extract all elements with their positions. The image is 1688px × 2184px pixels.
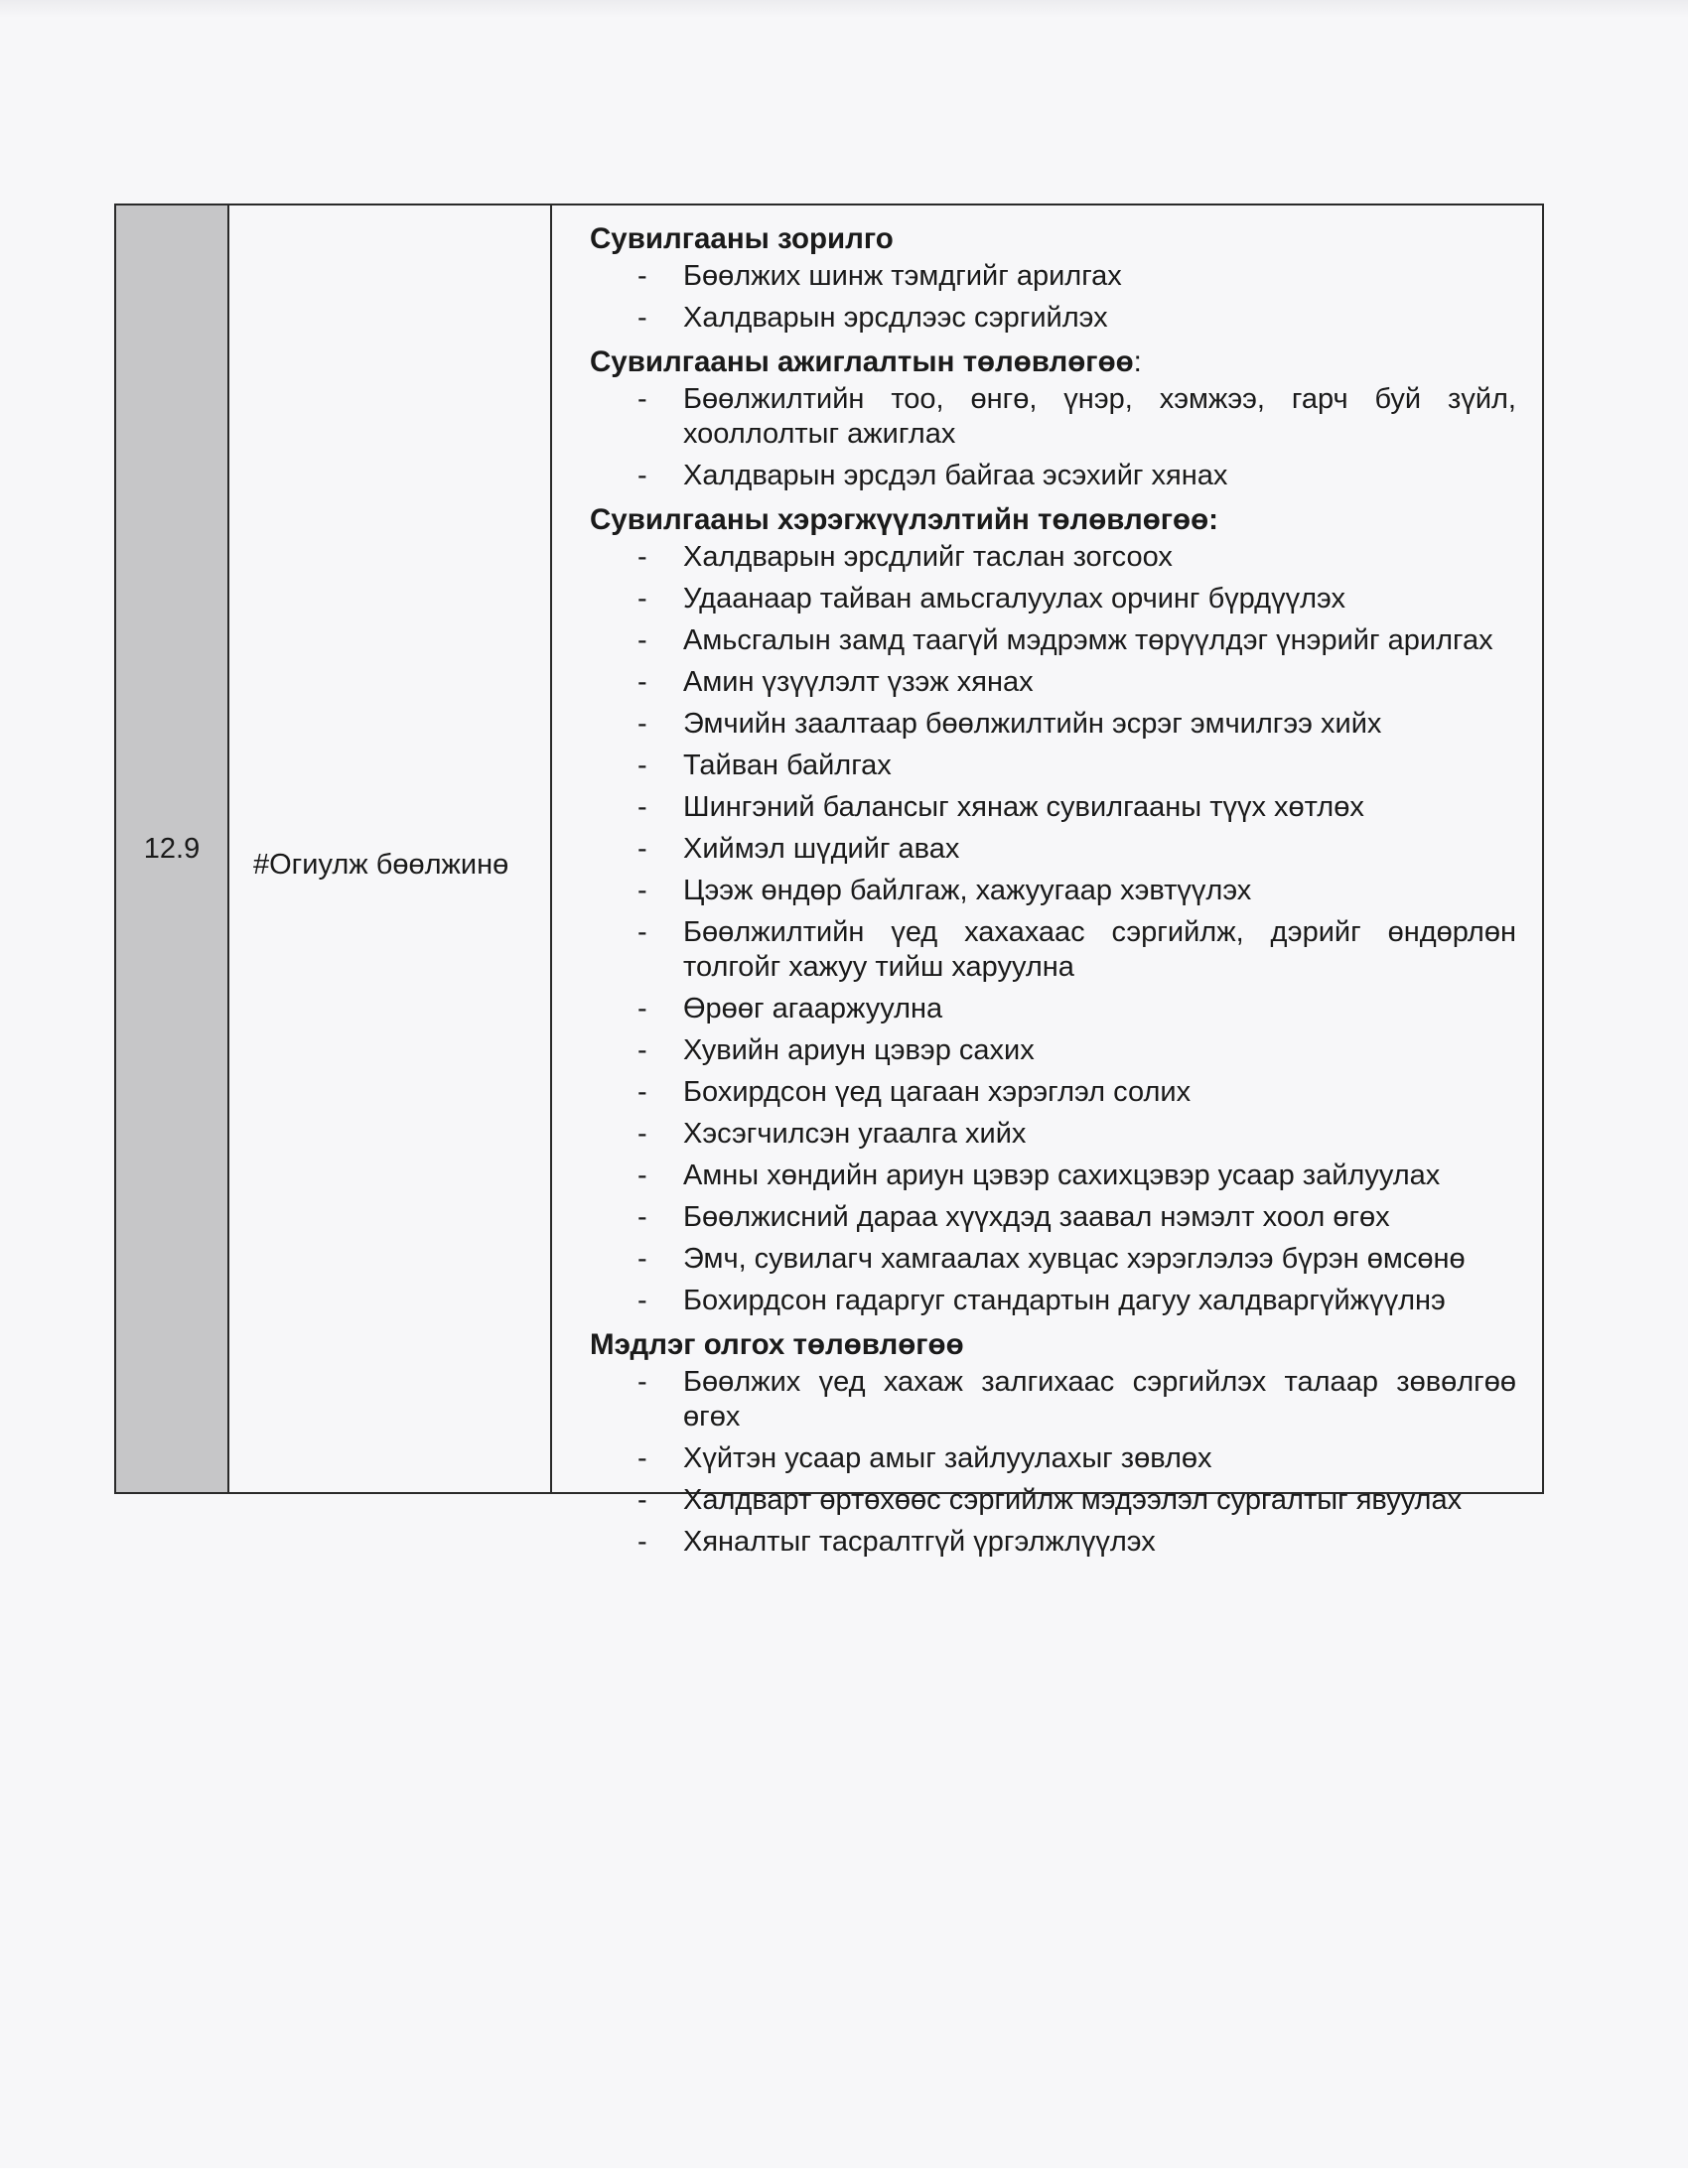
list-item: - Шингэний балансыг хянаж сувилгааны түүх хөтлөх	[637, 790, 1516, 825]
list-item: - Бөөлжих шинж тэмдгийг арилгах	[637, 259, 1516, 294]
section-heading-text: Сувилгааны хэрэгжүүлэлтийн төлөвлөгөө:	[590, 503, 1218, 536]
list-item: - Хэсэгчилсэн угаалга хийх	[637, 1117, 1516, 1152]
scan-bottom-edge	[0, 2168, 1688, 2184]
list-item: - Эмчийн заалтаар бөөлжилтийн эсрэг эмчилгээ хийх	[637, 707, 1516, 742]
section-list	[590, 259, 1516, 336]
list-item: - Амин үзүүлэлт үзэж хянах	[637, 665, 1516, 700]
row-number: 12.9	[143, 832, 201, 865]
list-item: - Халдварт өртөхөөс сэргийлж мэдээлэл сургалтыг явуулах	[637, 1483, 1516, 1518]
list-item: - Халдварын эрсдлээс сэргийлэх	[637, 301, 1516, 336]
diagnosis-text: #Огиулж бөөлжинө	[253, 848, 509, 881]
list-item: - Өрөөг агааржуулна	[637, 992, 1516, 1026]
list-item: - Цээж өндөр байлгаж, хажуугаар хэвтүүлэх	[637, 874, 1516, 908]
section-list	[590, 540, 1516, 1318]
list-item: - Бөөлжих үед хахаж залгихаас сэргийлэх талаар зөвөлгөө өгөх	[637, 1365, 1516, 1434]
section-heading	[590, 500, 1516, 540]
list-item: - Хувийн ариун цэвэр сахих	[637, 1033, 1516, 1068]
list-item: - Бөөлжилтийн тоо, өнгө, үнэр, хэмжээ, гарч буй зүйл, хооллолтыг ажиглах	[637, 382, 1516, 452]
scan-top-edge	[0, 0, 1688, 18]
list-item: - Хяналтыг тасралтгүй үргэлжлүүлэх	[637, 1525, 1516, 1560]
list-item: - Тайван байлгах	[637, 749, 1516, 783]
section-list	[590, 382, 1516, 493]
list-item: - Амьсгалын замд таагүй мэдрэмж төрүүлдэг үнэрийг арилгах	[637, 623, 1516, 658]
section-heading-colon: :	[1133, 345, 1142, 378]
row-number-cell	[116, 205, 229, 1492]
section-heading	[590, 219, 1516, 259]
plan-cell	[552, 205, 1542, 1558]
list-item: - Хиймэл шүдийг авах	[637, 832, 1516, 867]
list-item: - Амны хөндийн ариун цэвэр сахихцэвэр усаар зайлуулах	[637, 1159, 1516, 1193]
section-heading	[590, 1325, 1516, 1365]
diagnosis-cell	[229, 205, 552, 1492]
section-heading-text: Сувилгааны ажиглалтын төлөвлөгөө	[590, 345, 1134, 378]
section-heading-text: Сувилгааны зорилго	[590, 222, 894, 255]
list-item: - Удаанаар тайван амьсгалуулах орчинг бүрдүүлэх	[637, 582, 1516, 616]
list-item: - Бөөлжилтийн үед хахахаас сэргийлж, дэрийг өндөрлөн толгойг хажуу тийш харуулна	[637, 915, 1516, 985]
care-plan-table	[114, 204, 1544, 1558]
list-item: - Бохирдсон үед цагаан хэрэглэл солих	[637, 1075, 1516, 1110]
section-list	[590, 1365, 1516, 1560]
list-item: - Халдварын эрсдлийг таслан зогсоох	[637, 540, 1516, 575]
list-item: - Бөөлжисний дараа хүүхдэд заавал нэмэлт хоол өгөх	[637, 1200, 1516, 1235]
list-item: - Халдварын эрсдэл байгаа эсэхийг хянах	[637, 459, 1516, 493]
section-heading	[590, 342, 1516, 382]
list-item: - Бохирдсон гадаргуг стандартын дагуу халдваргүйжүүлнэ	[637, 1284, 1516, 1318]
section-heading-text: Мэдлэг олгох төлөвлөгөө	[590, 1328, 964, 1361]
list-item: - Эмч, сувилагч хамгаалах хувцас хэрэглэлээ бүрэн өмсөнө	[637, 1242, 1516, 1277]
list-item: - Хүйтэн усаар амыг зайлуулахыг зөвлөх	[637, 1441, 1516, 1476]
